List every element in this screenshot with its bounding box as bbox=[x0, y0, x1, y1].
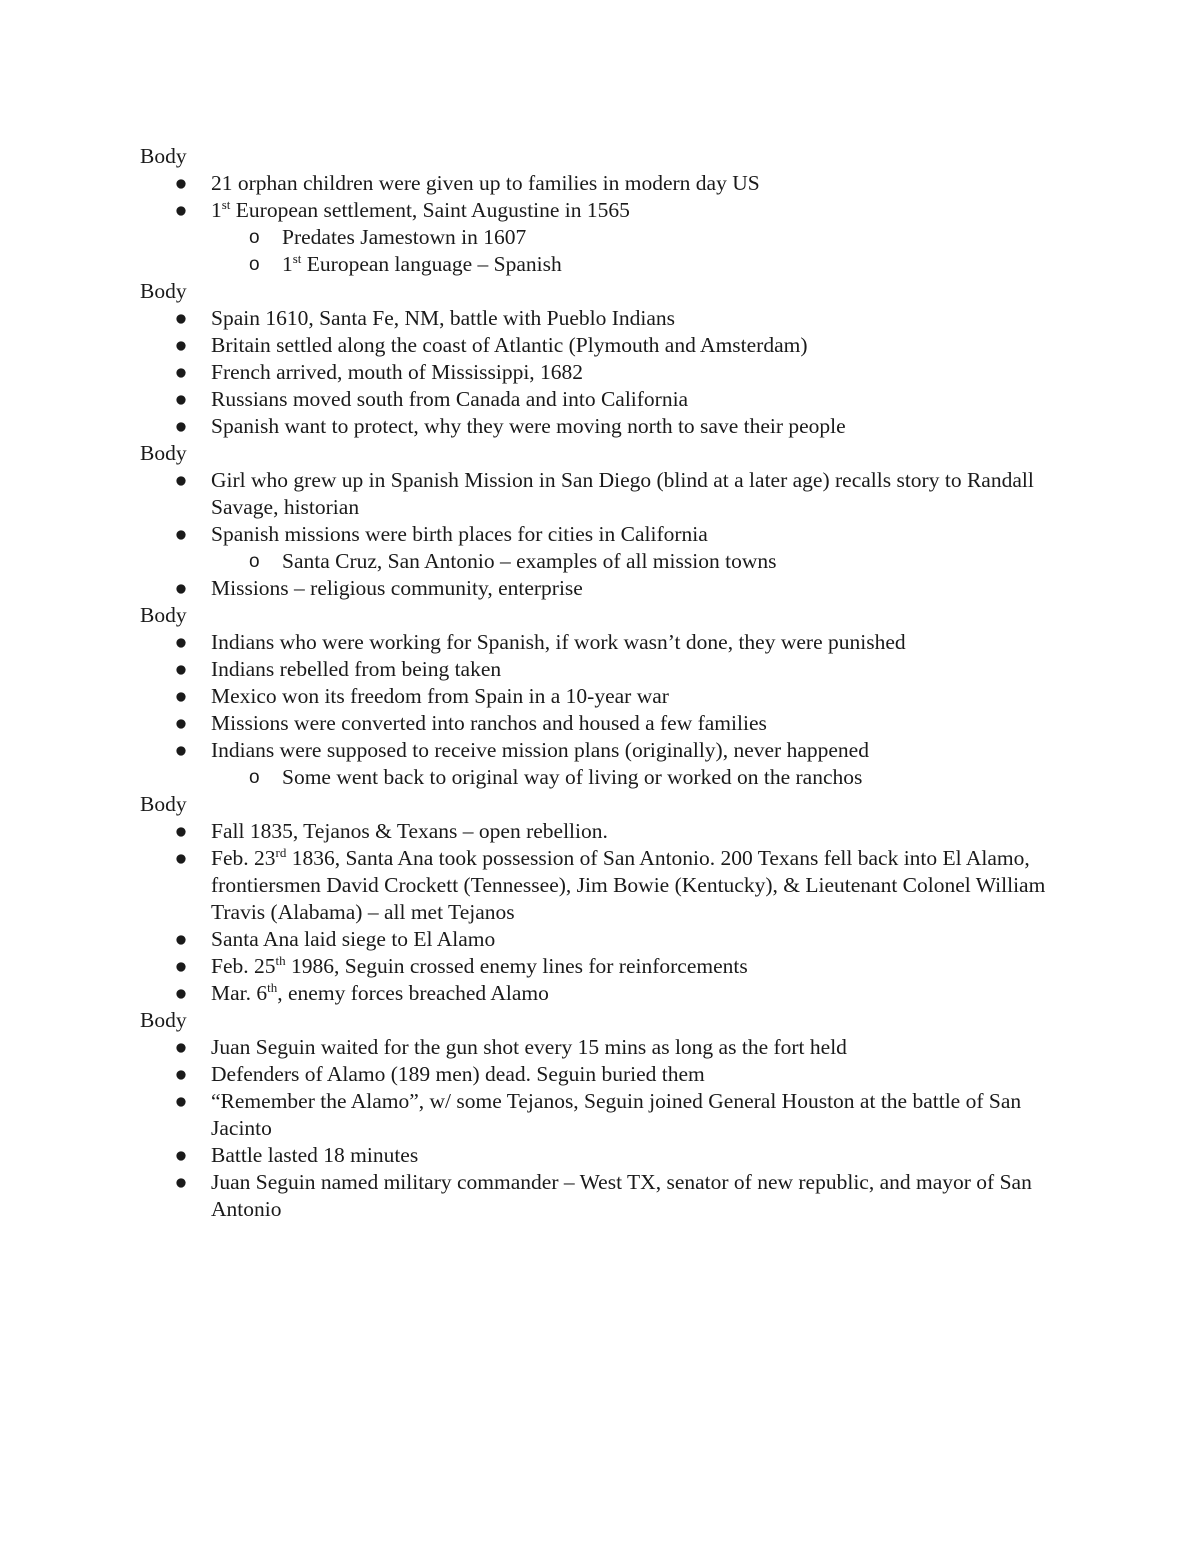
bullet-icon: ● bbox=[174, 333, 188, 357]
bullet-list bbox=[140, 467, 1075, 602]
item-text: Fall 1835, Tejanos & Texans – open rebellion. bbox=[211, 819, 608, 843]
item-text: Indians were supposed to receive mission plans (originally), never happened bbox=[211, 738, 869, 762]
ordinal-superscript: th bbox=[267, 980, 278, 995]
bullet-icon: ● bbox=[174, 360, 188, 384]
list-item bbox=[140, 386, 1075, 413]
bullet-icon: ● bbox=[174, 1035, 188, 1059]
list-item bbox=[140, 1034, 1075, 1061]
item-text-prefix: Feb. 23 bbox=[211, 846, 276, 870]
sub-list-item bbox=[211, 224, 1075, 251]
item-text: Spanish missions were birth places for cities in California bbox=[211, 522, 708, 546]
item-text: 1836, Santa Ana took possession of San Antonio. 200 Texans fell back into El Alamo, frontiersmen David Crockett (Tennessee), Jim Bowie (Kentucky), & Lieutenant Colonel William Travis (Alabama) – all met Tejanos bbox=[211, 846, 1046, 924]
bullet-icon: ● bbox=[174, 819, 188, 843]
bullet-icon: ● bbox=[174, 1170, 188, 1194]
item-text: Russians moved south from Canada and into California bbox=[211, 387, 689, 411]
item-text: Girl who grew up in Spanish Mission in San Diego (blind at a later age) recalls story to Randall Savage, historian bbox=[211, 468, 1034, 519]
list-item bbox=[140, 845, 1075, 926]
list-item bbox=[140, 926, 1075, 953]
bullet-icon: ● bbox=[174, 1089, 188, 1113]
sub-list-item bbox=[211, 548, 1075, 575]
item-text: 21 orphan children were given up to families in modern day US bbox=[211, 171, 760, 195]
section-heading: Body bbox=[140, 792, 187, 816]
bullet-icon: ● bbox=[174, 387, 188, 411]
list-item bbox=[140, 629, 1075, 656]
bullet-icon: ● bbox=[174, 468, 188, 492]
bullet-icon: ● bbox=[174, 522, 188, 546]
bullet-icon: ● bbox=[174, 576, 188, 600]
item-text: , enemy forces breached Alamo bbox=[277, 981, 549, 1005]
item-text: Santa Ana laid siege to El Alamo bbox=[211, 927, 496, 951]
item-text: Spanish want to protect, why they were moving north to save their people bbox=[211, 414, 846, 438]
sub-bullet-list bbox=[211, 224, 1075, 278]
list-item bbox=[140, 521, 1075, 575]
list-item bbox=[140, 1169, 1075, 1223]
section-heading: Body bbox=[140, 441, 187, 465]
item-text: Defenders of Alamo (189 men) dead. Seguin buried them bbox=[211, 1062, 705, 1086]
list-item bbox=[140, 953, 1075, 980]
item-text: Missions were converted into ranchos and housed a few families bbox=[211, 711, 767, 735]
ordinal-superscript: st bbox=[221, 197, 231, 212]
list-item bbox=[140, 818, 1075, 845]
bullet-icon: ● bbox=[174, 711, 188, 735]
item-text: Mexico won its freedom from Spain in a 10-year war bbox=[211, 684, 669, 708]
list-item bbox=[140, 413, 1075, 440]
item-text: European settlement, Saint Augustine in 1565 bbox=[230, 198, 630, 222]
circle-bullet-icon: o bbox=[249, 254, 260, 275]
bullet-icon: ● bbox=[174, 414, 188, 438]
section-heading: Body bbox=[140, 279, 187, 303]
section-heading: Body bbox=[140, 144, 187, 168]
sub-list-item bbox=[211, 764, 1075, 791]
ordinal-superscript: st bbox=[292, 251, 302, 266]
sub-list-item bbox=[211, 251, 1075, 278]
item-text: Indians who were working for Spanish, if work wasn’t done, they were punished bbox=[211, 630, 906, 654]
document-body bbox=[140, 143, 1075, 1223]
item-text: European language – Spanish bbox=[301, 252, 562, 276]
list-item bbox=[140, 575, 1075, 602]
circle-bullet-icon: o bbox=[249, 551, 260, 572]
list-item bbox=[140, 737, 1075, 791]
item-text: Predates Jamestown in 1607 bbox=[282, 225, 527, 249]
bullet-icon: ● bbox=[174, 1143, 188, 1167]
bullet-icon: ● bbox=[174, 1062, 188, 1086]
list-item bbox=[140, 359, 1075, 386]
bullet-list bbox=[140, 170, 1075, 278]
bullet-icon: ● bbox=[174, 171, 188, 195]
bullet-icon: ● bbox=[174, 981, 188, 1005]
item-text: French arrived, mouth of Mississippi, 1682 bbox=[211, 360, 584, 384]
list-item bbox=[140, 710, 1075, 737]
bullet-list bbox=[140, 305, 1075, 440]
ordinal-superscript: rd bbox=[275, 845, 287, 860]
item-text: Battle lasted 18 minutes bbox=[211, 1143, 419, 1167]
circle-bullet-icon: o bbox=[249, 767, 260, 788]
bullet-icon: ● bbox=[174, 657, 188, 681]
item-text: Spain 1610, Santa Fe, NM, battle with Pueblo Indians bbox=[211, 306, 676, 330]
circle-bullet-icon: o bbox=[249, 227, 260, 248]
bullet-list bbox=[140, 629, 1075, 791]
bullet-icon: ● bbox=[174, 306, 188, 330]
bullet-list bbox=[140, 818, 1075, 1007]
item-text: 1986, Seguin crossed enemy lines for reinforcements bbox=[285, 954, 748, 978]
section-heading: Body bbox=[140, 1008, 187, 1032]
sub-bullet-list bbox=[211, 764, 1075, 791]
item-text-prefix: 1 bbox=[211, 198, 222, 222]
item-text: Juan Seguin named military commander – West TX, senator of new republic, and mayor of San Antonio bbox=[211, 1170, 1032, 1221]
bullet-icon: ● bbox=[174, 927, 188, 951]
bullet-icon: ● bbox=[174, 684, 188, 708]
item-text: Indians rebelled from being taken bbox=[211, 657, 502, 681]
item-text: “Remember the Alamo”, w/ some Tejanos, Seguin joined General Houston at the battle of San Jacinto bbox=[211, 1089, 1022, 1140]
item-text: Santa Cruz, San Antonio – examples of all mission towns bbox=[282, 549, 777, 573]
bullet-icon: ● bbox=[174, 846, 188, 870]
list-item bbox=[140, 170, 1075, 197]
item-text-prefix: Feb. 25 bbox=[211, 954, 276, 978]
list-item bbox=[140, 467, 1075, 521]
list-item bbox=[140, 197, 1075, 278]
list-item bbox=[140, 683, 1075, 710]
bullet-icon: ● bbox=[174, 630, 188, 654]
bullet-icon: ● bbox=[174, 954, 188, 978]
list-item bbox=[140, 1088, 1075, 1142]
list-item bbox=[140, 305, 1075, 332]
bullet-list bbox=[140, 1034, 1075, 1223]
item-text: Missions – religious community, enterprise bbox=[211, 576, 583, 600]
ordinal-superscript: th bbox=[275, 953, 286, 968]
item-text: Juan Seguin waited for the gun shot every 15 mins as long as the fort held bbox=[211, 1035, 847, 1059]
list-item bbox=[140, 1061, 1075, 1088]
item-text: Some went back to original way of living or worked on the ranchos bbox=[282, 765, 863, 789]
item-text: Britain settled along the coast of Atlantic (Plymouth and Amsterdam) bbox=[211, 333, 808, 357]
item-text-prefix: Mar. 6 bbox=[211, 981, 268, 1005]
bullet-icon: ● bbox=[174, 738, 188, 762]
list-item bbox=[140, 1142, 1075, 1169]
list-item bbox=[140, 980, 1075, 1007]
list-item bbox=[140, 656, 1075, 683]
section-heading: Body bbox=[140, 603, 187, 627]
bullet-icon: ● bbox=[174, 198, 188, 222]
item-text-prefix: 1 bbox=[282, 252, 293, 276]
list-item bbox=[140, 332, 1075, 359]
sub-bullet-list bbox=[211, 548, 1075, 575]
